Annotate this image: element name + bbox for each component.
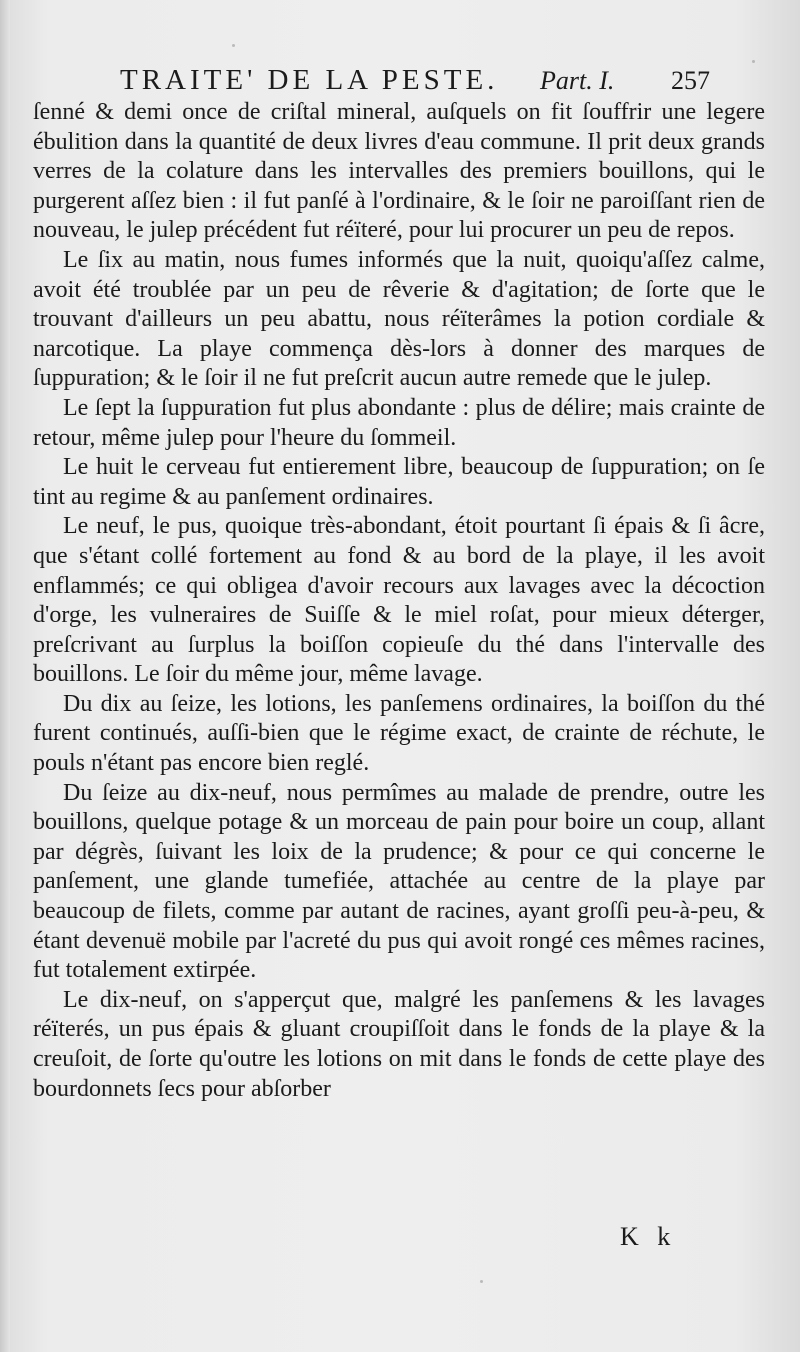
paper-speck (480, 1280, 483, 1283)
signature-mark: K k (620, 1222, 677, 1251)
page-gutter-shadow (0, 0, 10, 1352)
paragraph-4: Le huit le cerveau fut entierement libre, beaucoup de ſuppuration; on ſe tint au regime & au panſement ordinaires. (33, 454, 765, 510)
running-head-part: Part. I. (540, 66, 615, 95)
running-head-title: TRAITE' DE LA PESTE. (120, 64, 499, 96)
paragraph-6: Du dix au ſeize, les lotions, les panſemens ordinaires, la boiſſon du thé furent continués, auſſi-bien que le régime exact, de crainte de réchute, le pouls n'étant pas encore bien reglé. (33, 690, 765, 777)
paragraph-7: Du ſeize au dix-neuf, nous permîmes au malade de prendre, outre les bouillons, quelque potage & un morceau de pain pour boire un coup, allant par dégrès, ſuivant les loix de la prudence; & pour ce qui concerne le panſement, une glande tumefiée, attachée au centre de la playe par beaucoup de filets, comme par autant de racines, ayant groſſi peu-à-peu, & étant devenuë mobile par l'acreté du pus qui avoit rongé ces mêmes racines, fut totalement extirpée. (33, 779, 765, 984)
paragraph-3: Le ſept la ſuppuration fut plus abondante : plus de délire; mais crainte de retour, même julep pour l'heure du ſommeil. (33, 394, 765, 451)
paragraph-8: Le dix-neuf, on s'apperçut que, malgré les panſemens & les lavages réïterés, un pus épais & gluant croupiſſoit dans le fonds de la playe & la creuſoit, de ſorte qu'outre les lotions on mit dans le fonds de cette playe des bourdonnets ſecs pour abſorber (33, 986, 765, 1102)
page-number: 257 (671, 66, 710, 95)
paragraph-5: Le neuf, le pus, quoique très-abondant, étoit pourtant ſi épais & ſi âcre, que s'étant collé fortement au fond & au bord de la playe, il les avoit enflammés; ce qui obligea d'avoir recours aux lavages avec la décoction d'orge, les vulneraires de Suiſſe & le miel roſat, pour mieux déterger, preſcrivant au ſurplus la boiſſon copieuſe du thé dans l'intervalle des bouillons. Le ſoir du même jour, même lavage. (33, 513, 765, 688)
paragraph-1: ſenné & demi once de criſtal mineral, auſquels on fit ſouffrir une legere ébulition dans la quantité de deux livres d'eau commune. Il prit deux grands verres de la colature dans les intervalles des premiers bouillons, qui le purgerent aſſez bien : il fut panſé à l'ordinaire, & le ſoir ne paroiſſant rien de nouveau, le julep précédent fut réïteré, pour lui procurer un peu de repos. (33, 99, 765, 244)
paper-speck (752, 60, 755, 63)
paragraph-2: Le ſix au matin, nous fumes informés que la nuit, quoiqu'aſſez calme, avoit été troublée par un peu de rêverie & d'agitation; de ſorte que le trouvant d'ailleurs un peu abattu, nous réïterâmes la potion cordiale & narcotique. La playe commença dès-lors à donner des marques de ſuppuration; & le ſoir il ne fut preſcrit aucun autre remede que le julep. (33, 246, 765, 392)
body-text (33, 98, 765, 1104)
paper-speck (232, 44, 235, 47)
